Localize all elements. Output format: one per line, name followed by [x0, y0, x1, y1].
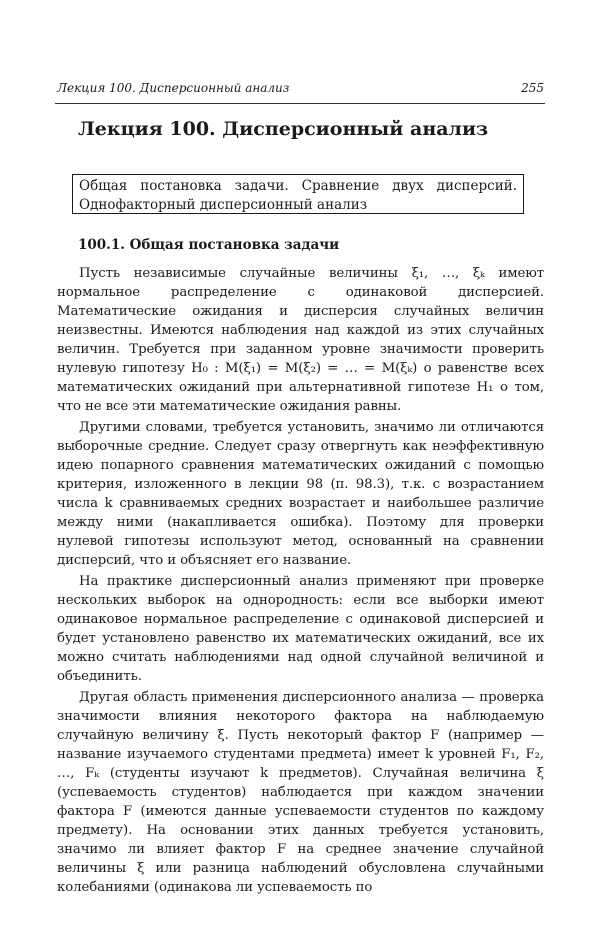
section-title: 100.1. Общая постановка задачи: [78, 237, 340, 253]
page-number: 255: [521, 81, 544, 95]
header-rule: [55, 103, 545, 104]
paragraph: Пусть независимые случайные величины ξ₁, …, ξₖ имеют нормальное распределение с одинаковой дисперсией. Математические ожидания и дисперсия случайных величин неизвестны. Имеются наблюдения над каждой из этих случайных величин. Требуется при заданном уровне значимости проверить нулевую гипотезу H₀ : M(ξ₁) = M(ξ₂) = … = M(ξₖ) о равенстве всех математических ожиданий при альтернативной гипотезе H₁ о том, что не все эти математические ожидания равны.: [57, 266, 544, 414]
body-text: [57, 264, 544, 897]
running-header: [57, 81, 544, 95]
paragraph: На практике дисперсионный анализ применяют при проверке нескольких выборок на однородность: если все выборки имеют одинаковое нормальное распределение с одинаковой дисперсией и будет установлено равенство их математических ожиданий, все их можно считать наблюдениями над одной случайной величиной и объединить.: [57, 574, 544, 684]
running-title: Лекция 100. Дисперсионный анализ: [57, 81, 290, 95]
paragraph: Другими словами, требуется установить, значимо ли отличаются выборочные средние. Следует сразу отвергнуть как неэффективную идею попарного сравнения математических ожиданий с помощью критерия, изложенного в лекции 98 (п. 98.3), т.к. с возрастанием числа k сравниваемых средних возрастает и наибольшее различие между ними (накапливается ошибка). Поэтому для проверки нулевой гипотезы используют метод, основанный на сравнении дисперсий, что и объясняет его название.: [57, 420, 544, 568]
lecture-title: Лекция 100. Дисперсионный анализ: [78, 118, 489, 140]
lecture-summary-box: Общая постановка задачи. Сравнение двух дисперсий. Однофакторный дисперсионный анализ: [72, 174, 524, 214]
paragraph: Другая область применения дисперсионного анализа — проверка значимости влияния некоторого фактора на наблюдаемую случайную величину ξ. Пусть некоторый фактор F (например — название изучаемого студентами предмета) имеет k уровней F₁, F₂, …, Fₖ (студенты изучают k предметов). Случайная величина ξ (успеваемость студентов) наблюдается при каждом значении фактора F (имеются данные успеваемости студентов по каждому предмету). На основании этих данных требуется установить, значимо ли влияет фактор F на среднее значение случайной величины ξ или разница наблюдений обусловлена случайными колебаниями (одинакова ли успеваемость по: [57, 690, 544, 895]
